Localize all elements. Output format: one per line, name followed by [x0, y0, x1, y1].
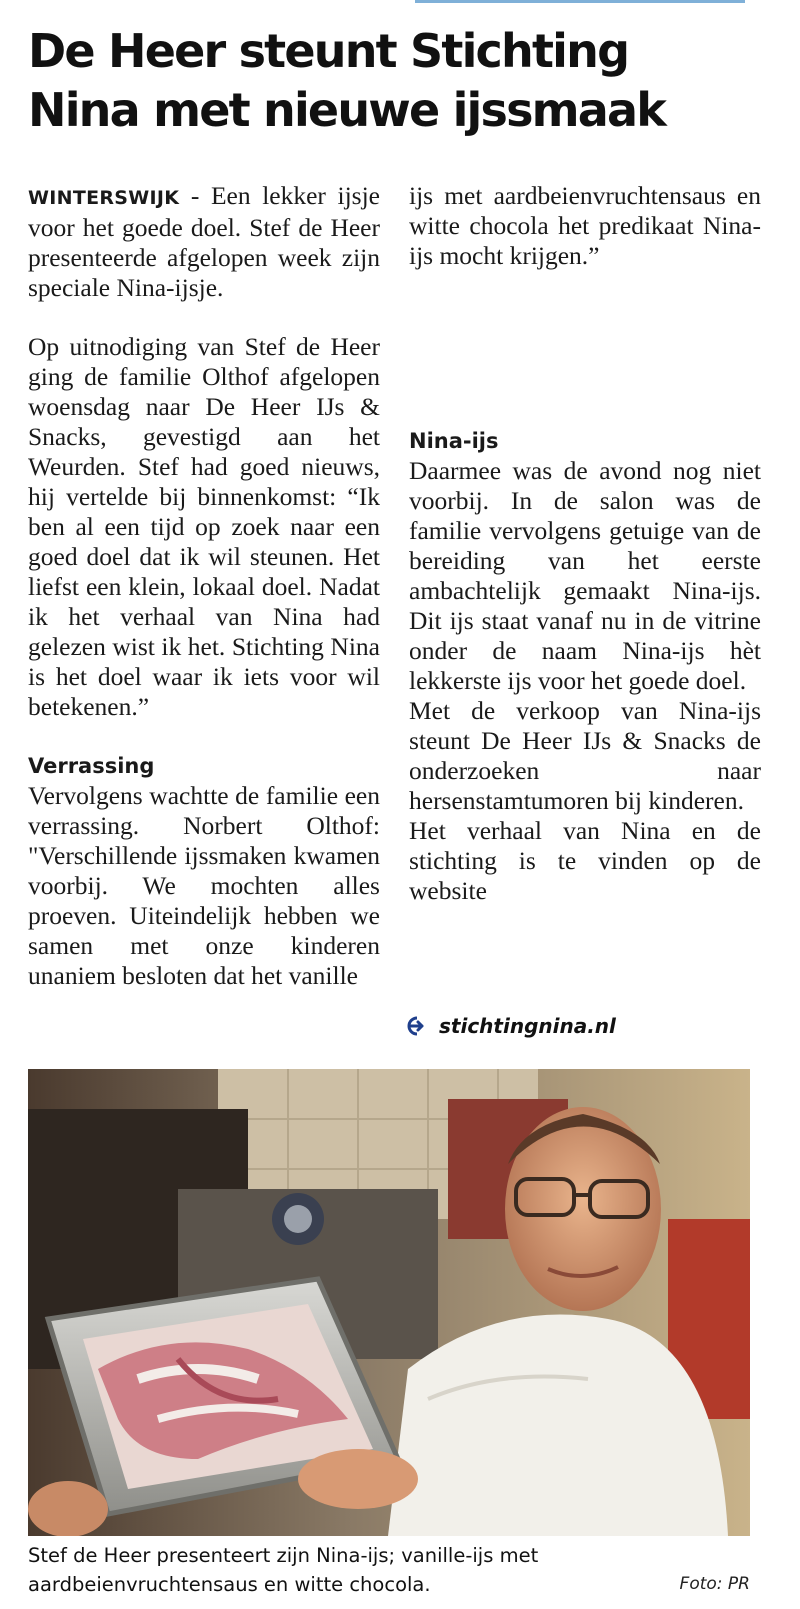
paragraph-research: Met de verkoop van Nina-ijs steunt De Heer IJs & Snacks de onderzoeken naar hersenstamtumoren bij kinderen. — [409, 696, 761, 815]
headline — [28, 22, 778, 140]
article-photo — [28, 1069, 750, 1536]
paragraph-website: Het verhaal van Nina en de stichting is te vinden op de website — [409, 816, 761, 905]
headline-line-1: De Heer steunt Stichting — [28, 24, 629, 78]
paragraph-surprise: Vervolgens wachtte de familie een verrassing. Norbert Olthof: "Verschillende ijssmaken kwamen voorbij. We mochten alles proeven. Uiteindelijk hebben we samen met onze kinderen unaniem besloten dat het vanille — [28, 781, 380, 990]
lead-text: - Een lekker ijsje voor het goede doel. Stef de Heer presenteerde afgelopen week zijn speciale Nina-ijsje. — [28, 181, 380, 302]
lead-paragraph — [28, 181, 380, 303]
paragraph-evening: Daarmee was de avond nog niet voorbij. In de salon was de familie vervolgens getuige van de bereiding van het eerste ambachtelijk gemaakt Nina-ijs. Dit ijs staat vanaf nu in de vitrine onder de naam Nina-ijs hèt lekkerste ijs voor het goede doel. — [409, 456, 761, 695]
dateline: WINTERSWIJK — [28, 187, 180, 209]
column-right-body — [409, 426, 761, 906]
photo-caption: Stef de Heer presenteert zijn Nina-ijs; vanille-ijs met aardbeienvruchtensaus en witte chocola. — [28, 1544, 539, 1596]
subhead-nina-ijs: Nina-ijs — [409, 429, 499, 453]
headline-line-2: Nina met nieuwe ijssmaak — [28, 83, 666, 137]
paragraph-surprise-continued: ijs met aardbeienvruchtensaus en witte chocola het predikaat Nina-ijs mocht krijgen.” — [409, 181, 761, 270]
paragraph-invitation: Op uitnodiging van Stef de Heer ging de familie Olthof afgelopen woensdag naar De Heer IJs & Snacks, gevestigd aan het Weurden. Stef had goed nieuws, hij vertelde bij binnenkomst: “Ik ben al een tijd op zoek naar een goed doel dat ik wil steunen. Het liefst een klein, lokaal doel. Nadat ik het verhaal van Nina had gelezen wist ik het. Stichting Nina is het doel waar ik iets voor wil betekenen.” — [28, 332, 380, 721]
top-accent-line — [415, 0, 745, 3]
photo-credit: Foto: PR — [679, 1574, 750, 1594]
column-right — [409, 181, 761, 271]
arrow-circle-right-icon — [407, 1016, 427, 1036]
subhead-verrassing: Verrassing — [28, 754, 155, 778]
column-left — [28, 181, 380, 991]
photo-illustration — [28, 1069, 750, 1536]
website-link[interactable] — [407, 1014, 616, 1038]
website-link-text[interactable]: stichtingnina.nl — [439, 1014, 616, 1038]
